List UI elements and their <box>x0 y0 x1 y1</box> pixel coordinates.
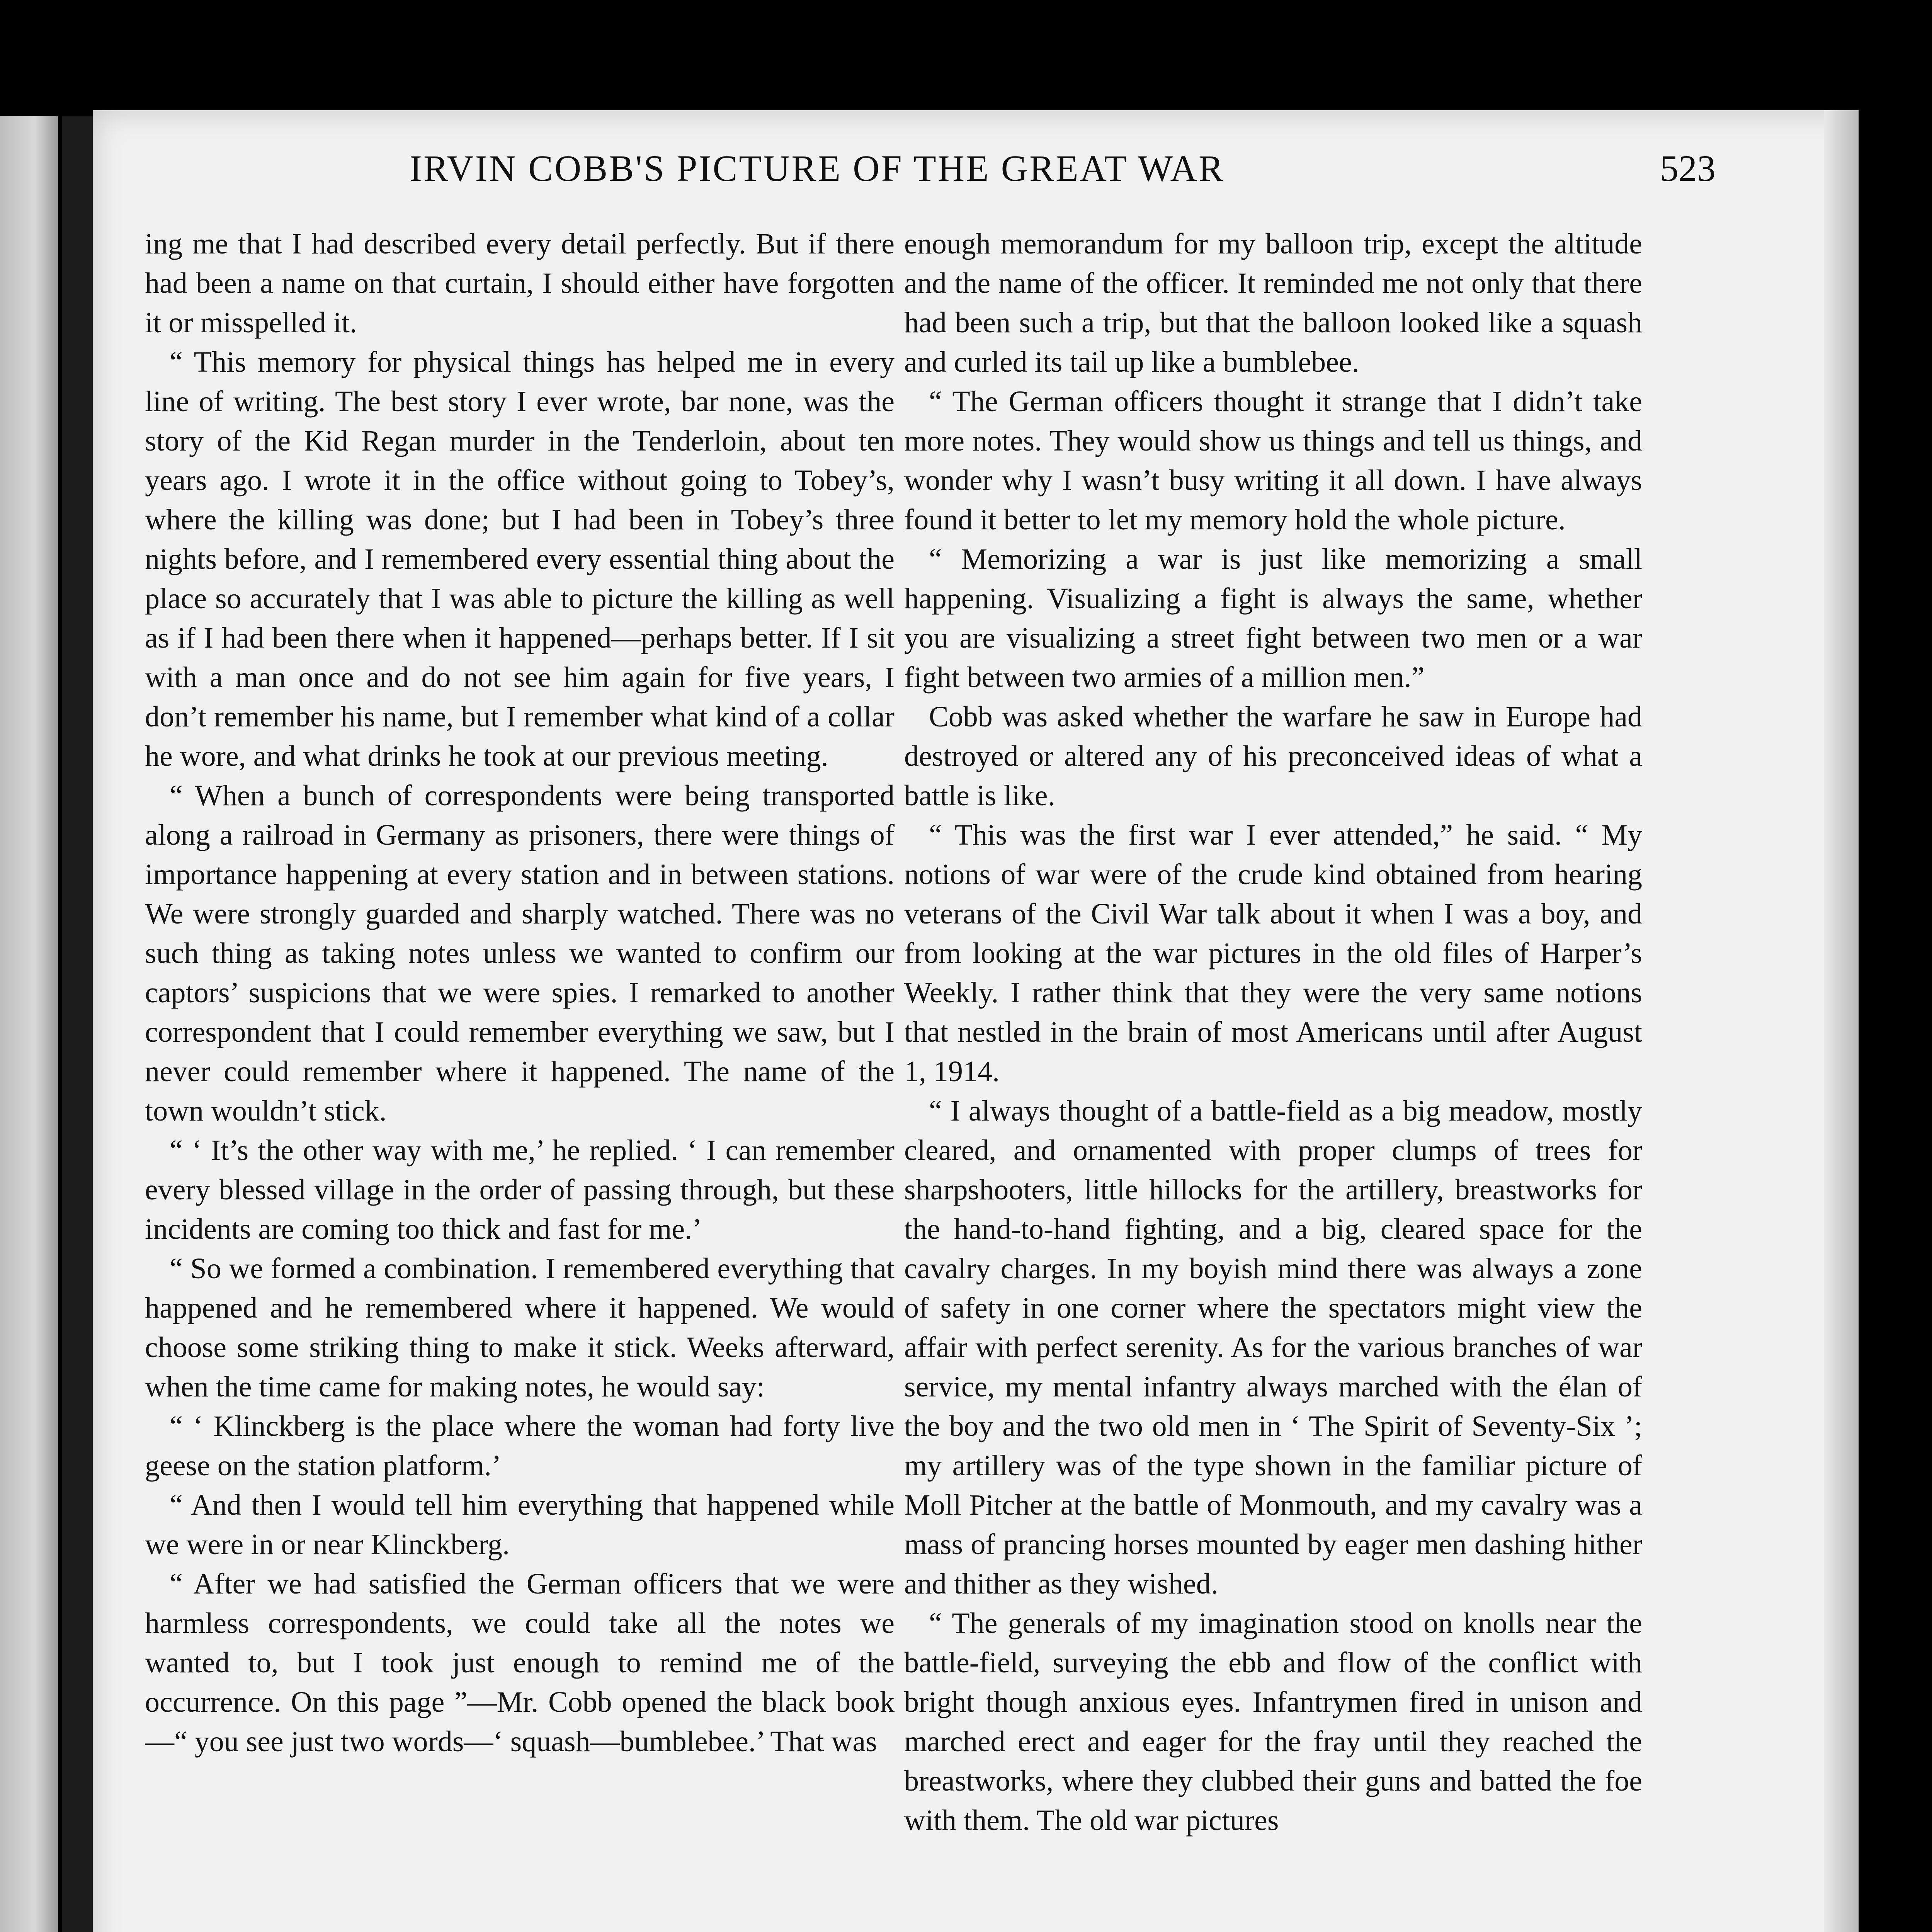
left-column <box>145 224 895 1932</box>
paragraph: “ ‘ It’s the other way with me,’ he replied. ‘ I can remember every blessed village in the order of passing through, but these incidents are coming too thick and fast for me.’ <box>145 1134 895 1245</box>
running-head: IRVIN COBB'S PICTURE OF THE GREAT WAR <box>410 148 1225 189</box>
paragraph: “ The German officers thought it strange that I didn’t take more notes. They would show us things and tell us things, and wonder why I wasn’t busy writing it all down. I have always found it better to let my memory hold the whole picture. <box>904 385 1642 536</box>
paragraph: “ After we had satisfied the German officers that we were harmless correspondents, we could take all the notes we wanted to, but I took just enough to remind me of the occurrence. On this page ”—Mr. Cobb opened the black book—“ you see just two words—‘ squash—bumblebee.’ That was <box>145 1568 895 1758</box>
page-header <box>131 147 1716 224</box>
paragraph: “ And then I would tell him everything that happened while we were in or near Klinckberg. <box>145 1489 895 1561</box>
paragraph: “ This memory for physical things has helped me in every line of writing. The best story I ever wrote, bar none, was the story of the Kid Regan murder in the Tenderloin, about ten years ago. I wrote it in the office without going to Tobey’s, where the killing was done; but I had been in Tobey’s three nights before, and I remembered every essential thing about the place so accurately that I was able to picture the killing as well as if I had been there when it happened—perhaps better. If I sit with a man once and do not see him again for five years, I don’t remember his name, but I remember what kind of a collar he wore, and what drinks he took at our previous meeting. <box>145 346 895 772</box>
right-column <box>904 224 1642 1932</box>
paragraph: ing me that I had described every detail perfectly. But if there had been a name on that curtain, I should either have forgotten it or misspelled it. <box>145 228 895 339</box>
facing-page-edge <box>0 116 58 1932</box>
paragraph: “ So we formed a combination. I remembered everything that happened and he remembered where it happened. We would choose some striking thing to make it stick. Weeks afterward, when the time came for making notes, he would say: <box>145 1252 895 1403</box>
book-gutter <box>62 116 97 1932</box>
paragraph: Cobb was asked whether the warfare he saw in Europe had destroyed or altered any of his preconceived ideas of what a battle is like. <box>904 701 1642 812</box>
paragraph: “ The generals of my imagination stood on knolls near the battle-field, surveying the ebb and flow of the conflict with bright though anxious eyes. Infantrymen fired in unison and marched erect and eager for the fray until they reached the breastworks, where they clubbed their guns and batted the foe with them. The old war pictures <box>904 1607 1642 1837</box>
paragraph: “ When a bunch of correspondents were being transported along a railroad in Germany as prisoners, there were things of importance happening at every station and in between stations. We were strongly guarded and sharply watched. There was no such thing as taking notes unless we wanted to confirm our captors’ suspicions that we were spies. I remarked to another correspondent that I could remember everything we saw, but I never could remember where it happened. The name of the town wouldn’t stick. <box>145 779 895 1127</box>
paragraph: “ I always thought of a battle-field as a big meadow, mostly cleared, and ornamented with proper clumps of trees for sharpshooters, little hillocks for the artillery, breastworks for the hand-to-hand fighting, and a big, cleared space for the cavalry charges. In my boyish mind there was always a zone of safety in one corner where the spectators might view the affair with perfect serenity. As for the various branches of war service, my mental infantry always marched with the élan of the boy and the two old men in ‘ The Spirit of Seventy-Six ’; my artillery was of the type shown in the familiar picture of Moll Pitcher at the battle of Monmouth, and my cavalry was a mass of prancing horses mounted by eager men dashing hither and thither as they wished. <box>904 1095 1642 1600</box>
page-number: 523 <box>1660 148 1716 189</box>
paragraph: “ Memorizing a war is just like memorizing a small happening. Visualizing a fight is always the same, whether you are visualizing a street fight between two men or a war fight between two armies of a million men.” <box>904 543 1642 694</box>
paragraph: “ This was the first war I ever attended,” he said. “ My notions of war were of the crude kind obtained from hearing veterans of the Civil War talk about it when I was a boy, and from looking at the war pictures in the old files of Harper’s Weekly. I rather think that they were the very same notions that nestled in the brain of most Americans until after August 1, 1914. <box>904 819 1642 1088</box>
paragraph: enough memorandum for my balloon trip, except the altitude and the name of the officer. It reminded me not only that there had been such a trip, but that the balloon looked like a squash and curled its tail up like a bumblebee. <box>904 228 1642 378</box>
paragraph: “ ‘ Klinckberg is the place where the woman had forty live geese on the station platform.’ <box>145 1410 895 1482</box>
